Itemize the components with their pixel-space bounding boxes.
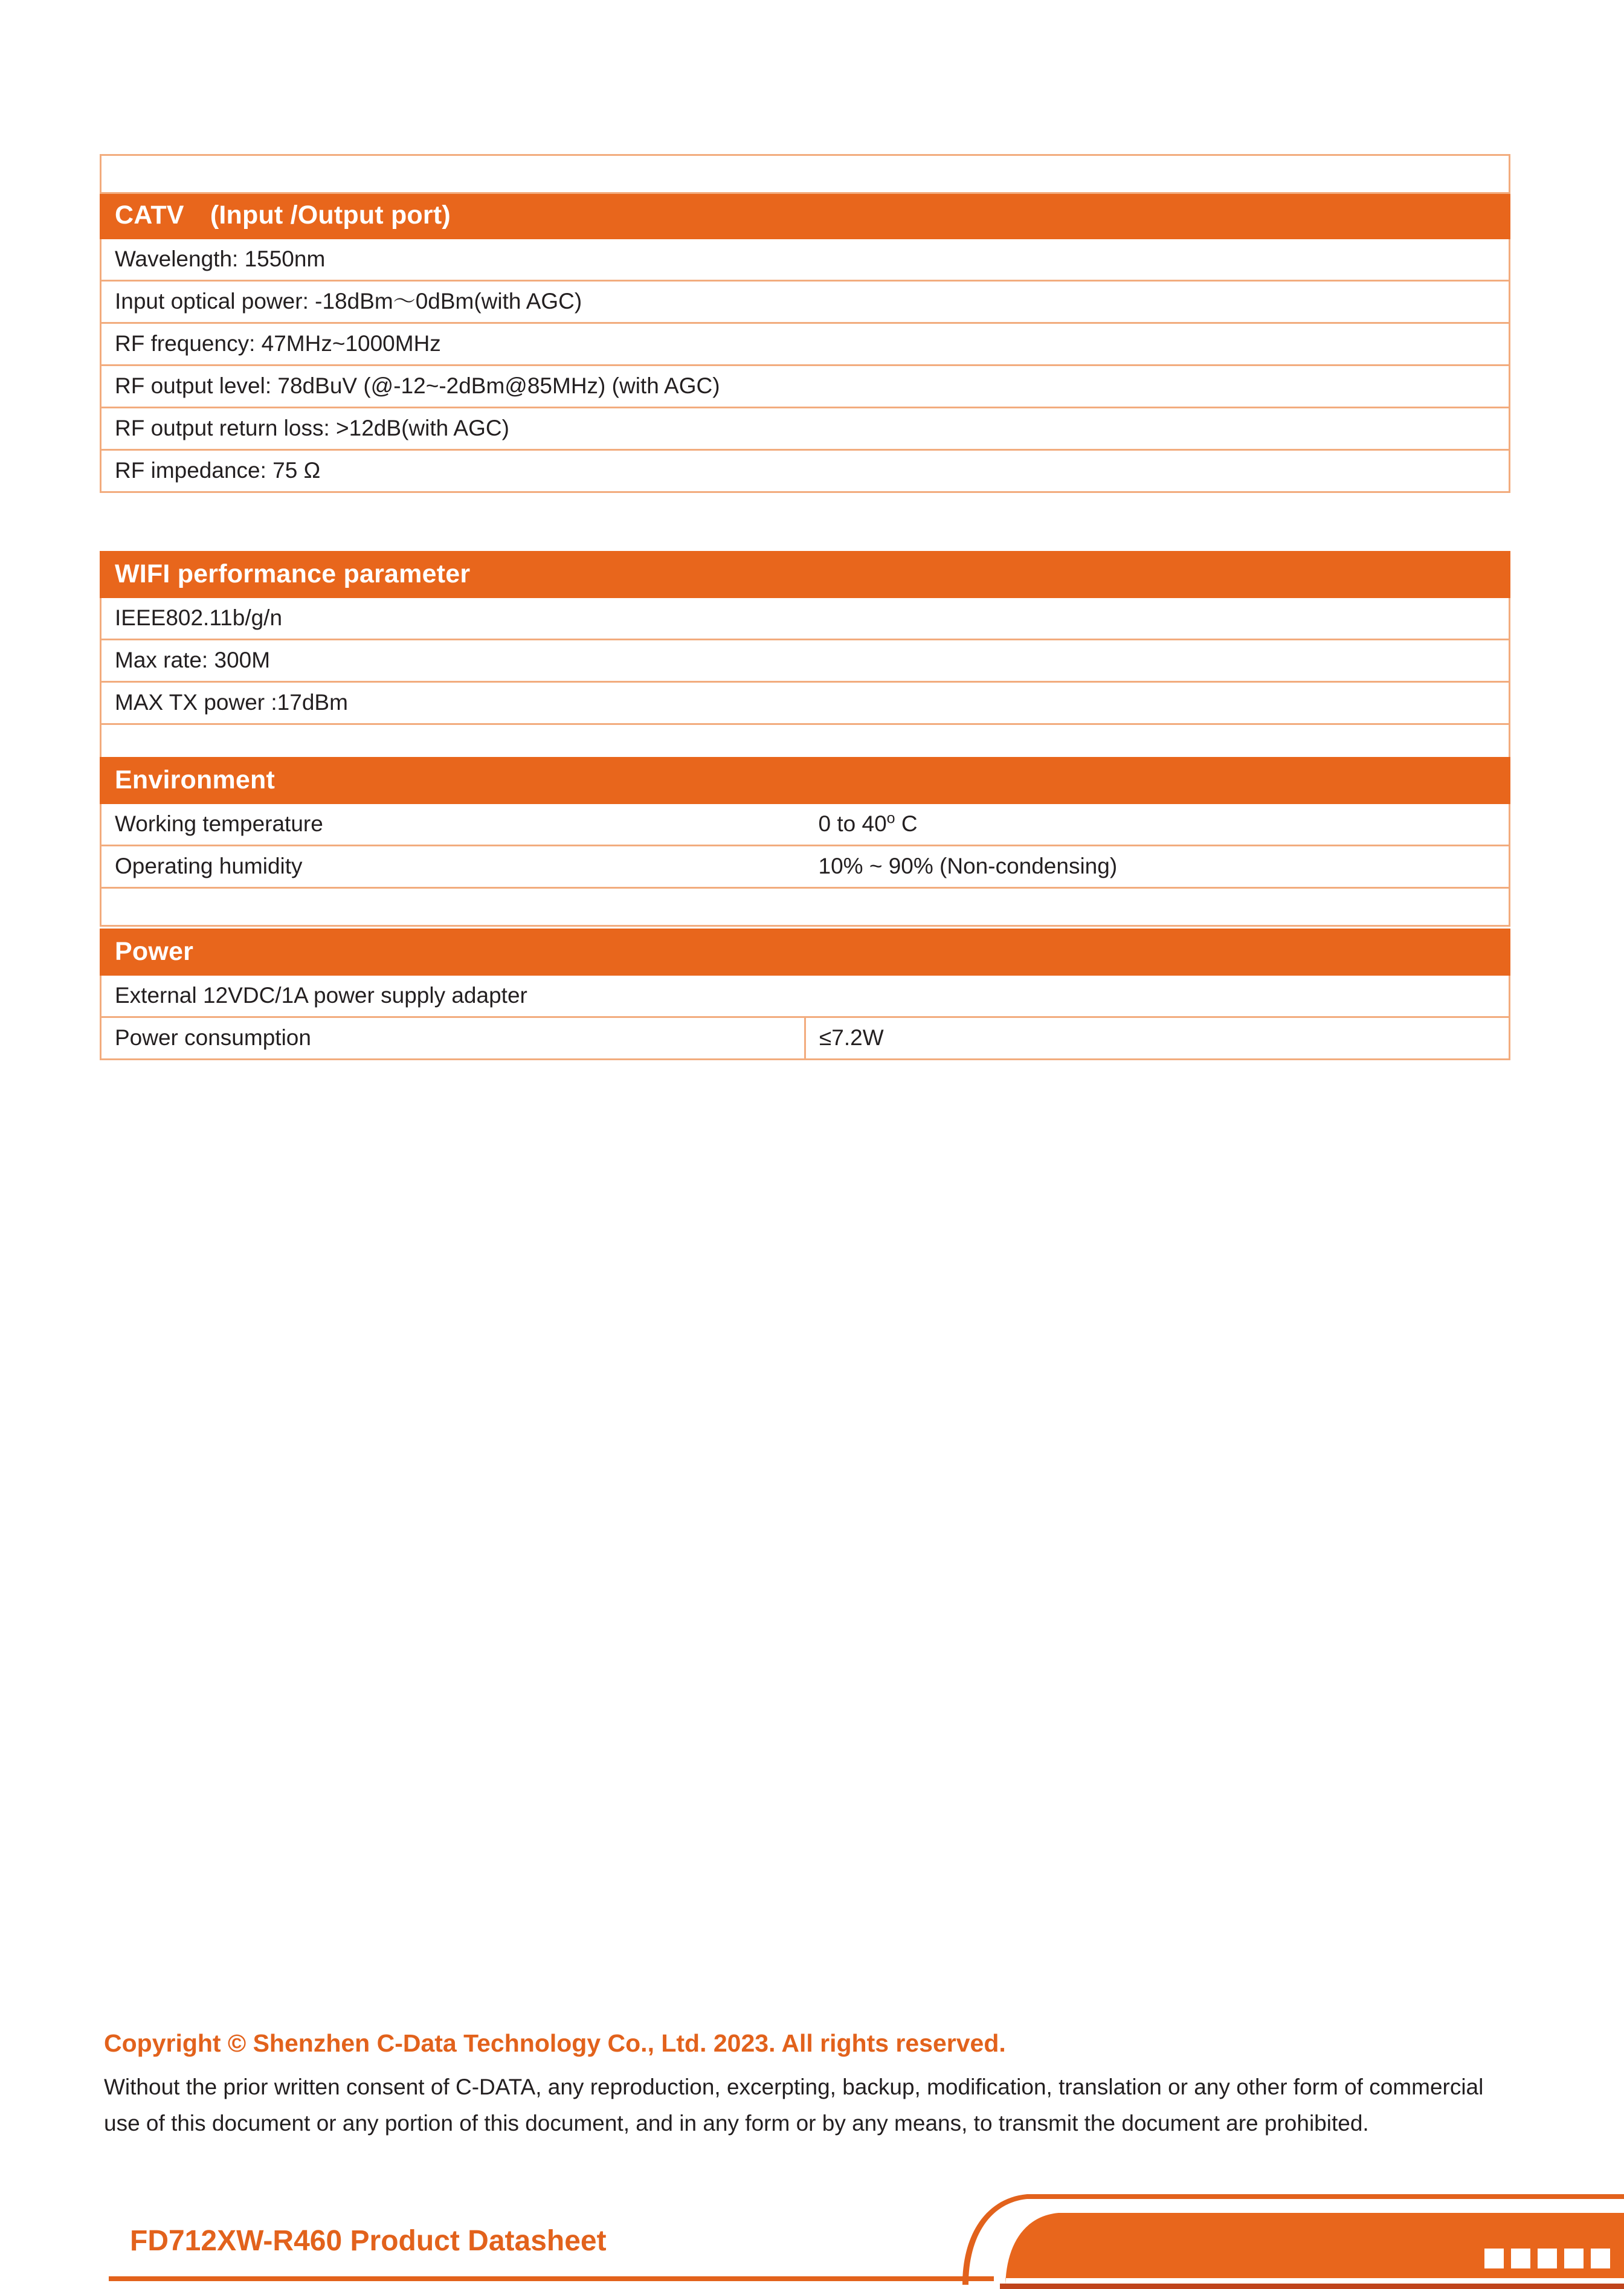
table-row — [101, 323, 1510, 365]
spec-value-cell: 0 to 40$^o$ C — [805, 803, 1510, 846]
spec-label-cell: IEEE802.11b/g/n — [101, 597, 1510, 640]
table-row — [101, 408, 1510, 450]
spacer-cell — [101, 155, 1510, 193]
footer-square — [1511, 2249, 1530, 2268]
section-header-label: Environment — [101, 758, 1510, 803]
footer-square — [1538, 2249, 1557, 2268]
section-header-label: Power — [101, 930, 1510, 975]
table-row — [101, 682, 1510, 724]
section-header-row — [101, 193, 1510, 239]
section-header-row — [101, 930, 1510, 975]
spec-label-cell: Input optical power: -18dBm～0dBm(with AGC) — [101, 281, 1510, 323]
copyright-block — [104, 2027, 1494, 2142]
copyright-body: Without the prior written consent of C-DATA, any reproduction, excerpting, backup, modification, translation or any other form of commercial use of this document or any portion of this document, and in any form or by any means, to transmit the document are prohibited. — [104, 2075, 1484, 2136]
table-row — [101, 640, 1510, 682]
spec-label-cell: RF frequency: 47MHz~1000MHz — [101, 323, 1510, 365]
spec-label-cell: Power consumption — [101, 1017, 805, 1060]
section-header-label: CATV (Input /Output port) — [101, 193, 1510, 239]
footer-product-title: FD712XW-R460 Product Datasheet — [130, 2225, 607, 2257]
spec-label-cell: RF output level: 78dBuV (@-12~-2dBm@85MHz) (with AGC) — [101, 365, 1510, 408]
page-footer — [0, 2193, 1624, 2289]
spec-label-cell: RF impedance: 75 Ω — [101, 450, 1510, 492]
table-row — [101, 888, 1510, 926]
spec-label-cell: Max rate: 300M — [101, 640, 1510, 682]
spec-table-catv — [100, 154, 1510, 493]
footer-square — [1484, 2249, 1504, 2268]
footer-square — [1564, 2249, 1584, 2268]
copyright-title: Copyright © Shenzhen C-Data Technology Co., Ltd. 2023. All rights reserved. — [104, 2029, 1006, 2057]
spec-table-environment — [100, 757, 1510, 927]
spec-table-wifi — [100, 551, 1510, 763]
table-row — [101, 846, 1510, 888]
spec-value-cell: ≤7.2W — [805, 1017, 1510, 1060]
spec-label-cell: RF output return loss: >12dB(with AGC) — [101, 408, 1510, 450]
table-row — [101, 1017, 1510, 1060]
table-row — [101, 155, 1510, 193]
footer-rule — [109, 2276, 994, 2281]
section-header-row — [101, 758, 1510, 803]
spec-label-cell: Wavelength: 1550nm — [101, 239, 1510, 281]
table-row — [101, 239, 1510, 281]
spec-label-cell: External 12VDC/1A power supply adapter — [101, 975, 1510, 1017]
table-row — [101, 281, 1510, 323]
spec-label-cell: Working temperature — [101, 803, 805, 846]
footer-square-marks — [1484, 2249, 1610, 2268]
footer-square — [1591, 2249, 1610, 2268]
spec-label-cell: MAX TX power :17dBm — [101, 682, 1510, 724]
spec-value-cell: 10% ~ 90% (Non-condensing) — [805, 846, 1510, 888]
table-row — [101, 365, 1510, 408]
table-row — [101, 597, 1510, 640]
spec-label-cell: Operating humidity — [101, 846, 805, 888]
spacer-cell — [101, 888, 1510, 926]
section-header-label: WIFI performance parameter — [101, 552, 1510, 597]
section-header-row — [101, 552, 1510, 597]
table-row — [101, 450, 1510, 492]
table-row — [101, 975, 1510, 1017]
spec-table-power — [100, 929, 1510, 1060]
table-row — [101, 803, 1510, 846]
